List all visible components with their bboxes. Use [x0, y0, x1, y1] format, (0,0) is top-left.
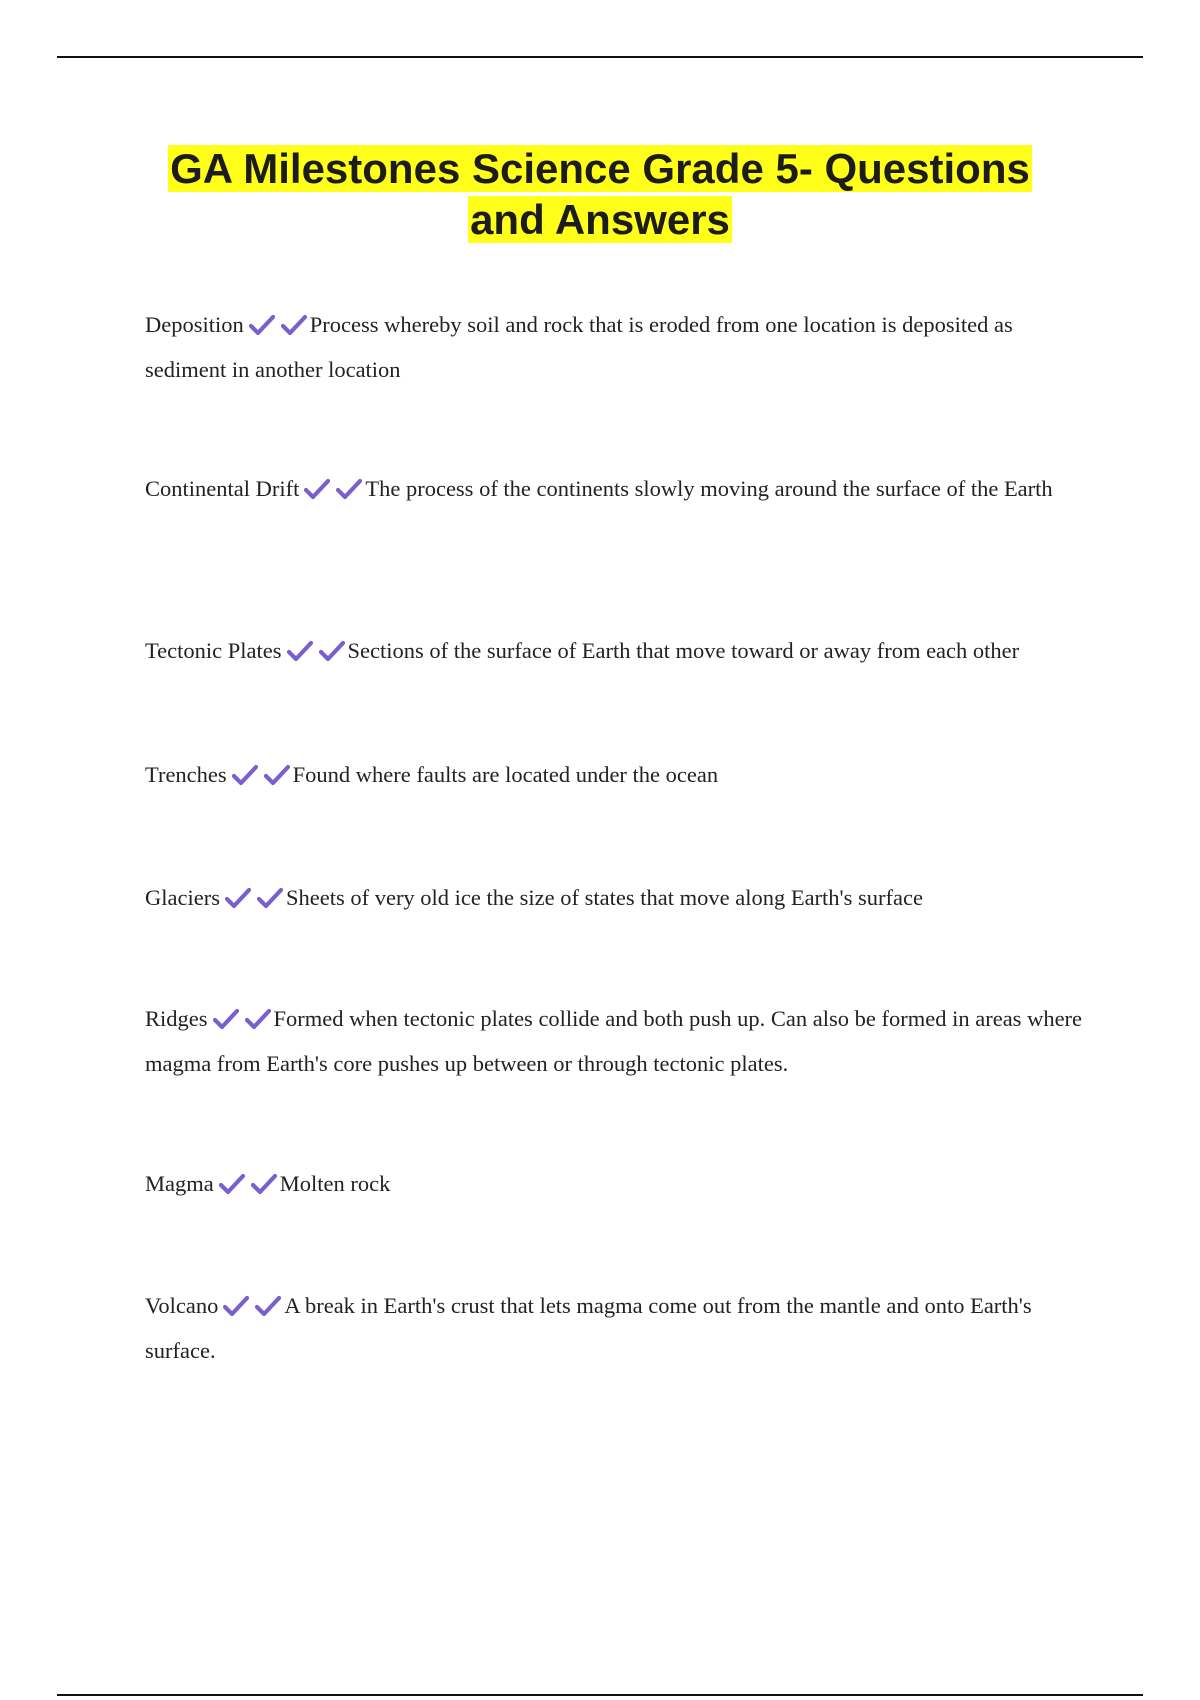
term: Tectonic Plates	[145, 638, 282, 663]
checkmark-icon	[336, 478, 362, 500]
page-title	[100, 143, 1100, 245]
checkmark-icon	[245, 1008, 271, 1030]
definition: The process of the continents slowly moving around the surface of the Earth	[365, 476, 1053, 501]
definition: Process whereby soil and rock that is eroded from one location is deposited as sediment in another location	[145, 312, 1013, 382]
list-item	[145, 466, 1095, 511]
checkmark-icon	[251, 1173, 277, 1195]
checkmark-icon	[232, 764, 258, 786]
checkmark-icon	[287, 640, 313, 662]
checkmark-icon	[281, 314, 307, 336]
term: Ridges	[145, 1006, 208, 1031]
checkmark-icon	[219, 1173, 245, 1195]
checkmark-icon	[319, 640, 345, 662]
term: Deposition	[145, 312, 244, 337]
list-item	[145, 1283, 1095, 1373]
term: Trenches	[145, 762, 227, 787]
checkmark-icon	[304, 478, 330, 500]
list-item	[145, 996, 1095, 1086]
list-item	[145, 302, 1095, 392]
term: Volcano	[145, 1293, 219, 1318]
list-item	[145, 628, 1095, 673]
checkmark-icon	[249, 314, 275, 336]
bottom-rule	[57, 1694, 1143, 1696]
list-item	[145, 1161, 1095, 1206]
checkmark-icon	[264, 764, 290, 786]
term: Continental Drift	[145, 476, 300, 501]
definition: Found where faults are located under the ocean	[292, 762, 719, 787]
checkmark-icon	[255, 1295, 281, 1317]
title-line-1: GA Milestones Science Grade 5- Questions	[170, 145, 1030, 192]
top-rule	[57, 56, 1143, 58]
definition: Formed when tectonic plates collide and both push up. Can also be formed in areas where magma from Earth's core pushes up between or through tectonic plates.	[145, 1006, 1083, 1076]
checkmark-icon	[213, 1008, 239, 1030]
list-item	[145, 875, 1095, 920]
definition: Sections of the surface of Earth that move toward or away from each other	[347, 638, 1020, 663]
list-item	[145, 752, 1095, 797]
definition: Sheets of very old ice the size of states that move along Earth's surface	[285, 885, 923, 910]
term: Glaciers	[145, 885, 220, 910]
checkmark-icon	[225, 887, 251, 909]
checkmark-icon	[223, 1295, 249, 1317]
checkmark-icon	[257, 887, 283, 909]
term: Magma	[145, 1171, 214, 1196]
definition: A break in Earth's crust that lets magma come out from the mantle and onto Earth's surface.	[145, 1293, 1032, 1363]
definition: Molten rock	[279, 1171, 391, 1196]
title-line-2: and Answers	[470, 196, 730, 243]
